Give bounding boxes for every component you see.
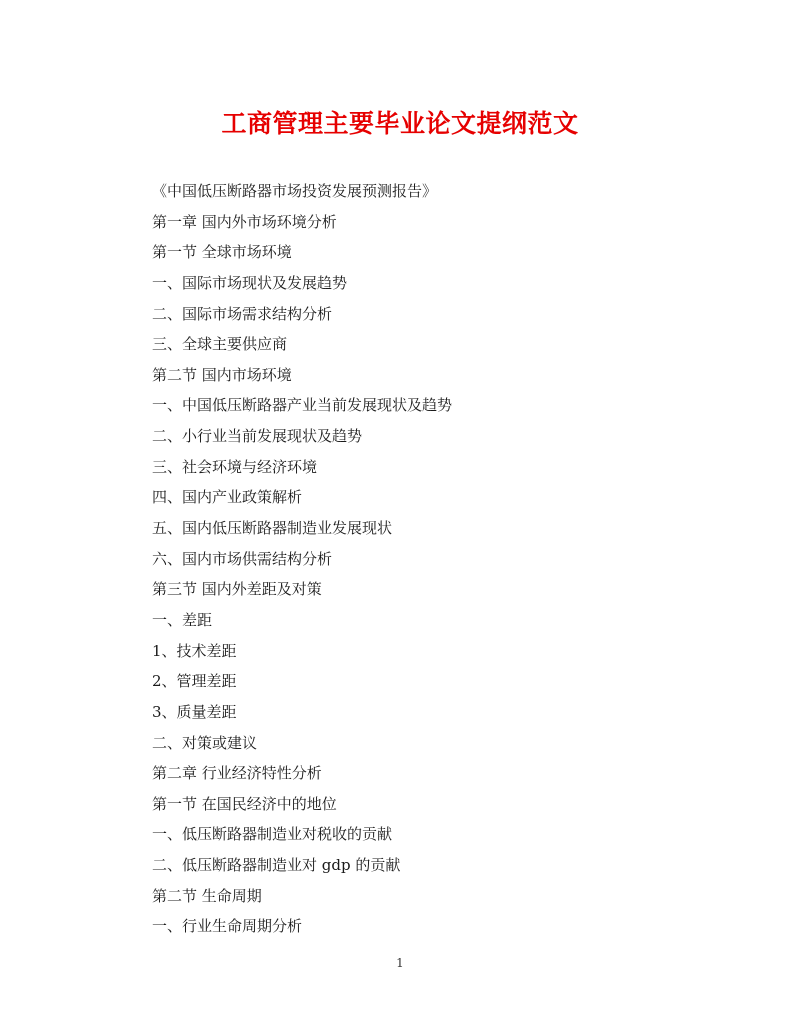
outline-line: 第二章 行业经济特性分析 — [152, 764, 322, 783]
outline-line: 一、国际市场现状及发展趋势 — [152, 273, 348, 292]
outline-line: 第一章 国内外市场环境分析 — [152, 212, 337, 231]
outline-line: 二、对策或建议 — [152, 733, 258, 752]
outline-line: 四、国内产业政策解析 — [152, 488, 303, 507]
outline-line: 一、低压断路器制造业对税收的贡献 — [152, 825, 393, 844]
outline-line: 六、国内市场供需结构分析 — [152, 549, 333, 568]
outline-line: 《中国低压断路器市场投资发展预测报告》 — [152, 182, 438, 200]
outline-line: 1、技术差距 — [152, 641, 237, 660]
outline-line: 2、管理差距 — [152, 672, 237, 691]
outline-line: 第三节 国内外差距及对策 — [152, 580, 322, 599]
outline-line: 第一节 全球市场环境 — [152, 243, 292, 262]
outline-line: 二、低压断路器制造业对 gdp 的贡献 — [152, 856, 401, 875]
outline-line: 第一节 在国民经济中的地位 — [152, 794, 337, 813]
outline-line: 第二节 生命周期 — [152, 886, 262, 905]
outline-line: 五、国内低压断路器制造业发展现状 — [152, 519, 393, 538]
document-title: 工商管理主要毕业论文提纲范文 — [221, 109, 579, 138]
outline-line: 一、中国低压断路器产业当前发展现状及趋势 — [152, 396, 453, 415]
outline-line: 二、国际市场需求结构分析 — [152, 304, 333, 323]
outline-line: 第二节 国内市场环境 — [152, 365, 292, 384]
outline-line: 3、质量差距 — [152, 702, 237, 721]
outline-line: 三、社会环境与经济环境 — [152, 457, 318, 476]
outline-line: 三、全球主要供应商 — [152, 335, 288, 354]
outline-line: 一、行业生命周期分析 — [152, 917, 303, 936]
outline-line: 二、小行业当前发展现状及趋势 — [152, 427, 363, 446]
outline-list — [152, 176, 752, 942]
page-number: 1 — [396, 956, 404, 970]
outline-line: 一、差距 — [152, 610, 213, 629]
